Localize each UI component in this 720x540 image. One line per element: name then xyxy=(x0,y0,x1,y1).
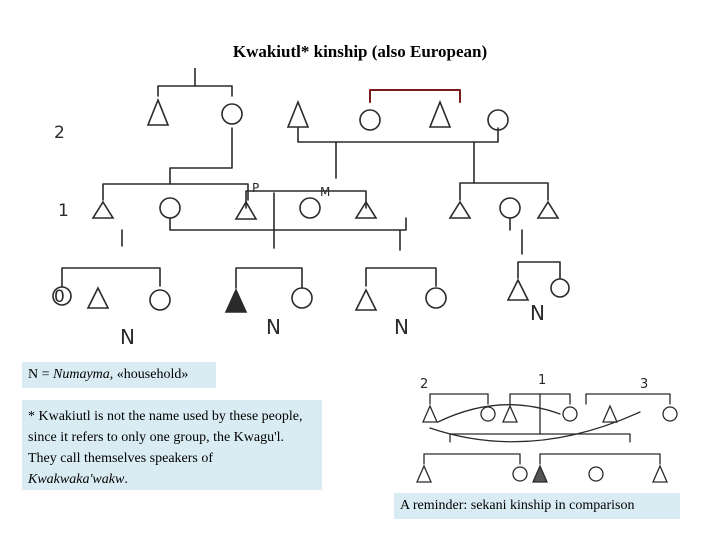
definition-box xyxy=(22,362,216,388)
caption-box: A reminder: sekani kinship in comparison xyxy=(394,493,680,519)
female-circle xyxy=(222,104,242,124)
female-circle xyxy=(488,110,508,130)
marriage-line-g2-left xyxy=(158,86,232,96)
female-circle xyxy=(500,198,520,218)
male-triangle xyxy=(288,102,308,127)
male-triangle xyxy=(423,406,437,422)
male-triangle xyxy=(148,100,168,125)
generation-label-1: 1 xyxy=(58,201,69,221)
generation-label-0: 0 xyxy=(54,287,65,307)
generation-label-1: 1 xyxy=(538,373,547,388)
footnote-term: Kwakwaka'wakw xyxy=(28,472,125,487)
household-marker: N xyxy=(120,325,135,349)
female-circle xyxy=(589,467,603,481)
male-triangle xyxy=(93,202,113,218)
generation-label-2: 2 xyxy=(420,377,429,392)
sibling-line-g1-right xyxy=(460,183,548,200)
sibling-line-g0-a xyxy=(62,268,160,286)
female-circle xyxy=(513,467,527,481)
household-marker: N xyxy=(530,301,545,325)
sekani-kinship-diagram xyxy=(410,372,690,492)
sibling-line-g1-left xyxy=(103,184,248,200)
ego-filled-triangle xyxy=(533,466,547,482)
male-triangle xyxy=(356,290,376,310)
female-circle xyxy=(551,279,569,297)
definition-prefix: N = xyxy=(28,367,54,382)
spouse-mark-father: P xyxy=(252,181,260,195)
household-marker: N xyxy=(394,315,409,339)
slide-title: Kwakiutl* kinship (also European) xyxy=(232,42,488,61)
footnote-box xyxy=(22,400,322,490)
male-triangle xyxy=(417,466,431,482)
female-circle xyxy=(563,407,577,421)
sibling-line-g0-d xyxy=(518,262,560,278)
female-circle xyxy=(360,110,380,130)
marriage-line xyxy=(586,394,670,404)
female-circle xyxy=(663,407,677,421)
footnote-end: . xyxy=(124,472,128,487)
spouse-mark-mother: M xyxy=(320,185,331,199)
kinship-diagram xyxy=(40,68,590,358)
generation-label-3: 3 xyxy=(640,377,649,392)
male-triangle xyxy=(503,406,517,422)
marriage-arc xyxy=(438,405,560,422)
female-circle xyxy=(300,198,320,218)
sibling-line xyxy=(540,454,660,464)
sibling-line xyxy=(424,454,520,464)
marriage-line-g2-mid xyxy=(298,128,498,142)
marriage-line-g2-right xyxy=(370,90,460,102)
male-triangle xyxy=(450,202,470,218)
sibling-line-g0-b xyxy=(236,268,302,288)
male-triangle xyxy=(508,280,528,300)
generation-label-2: 2 xyxy=(54,123,65,143)
definition-suffix: , «household» xyxy=(109,367,189,382)
male-triangle xyxy=(88,288,108,308)
footnote-text: * Kwakiutl is not the name used by these people, since it refers to only one group, the Kwagu'l. They call themselves speakers of xyxy=(28,409,303,466)
descent-line-g1-left xyxy=(170,128,232,184)
female-circle xyxy=(426,288,446,308)
marriage-line xyxy=(430,394,488,404)
male-triangle xyxy=(603,406,617,422)
female-circle xyxy=(481,407,495,421)
household-marker: N xyxy=(266,315,281,339)
male-triangle xyxy=(430,102,450,127)
sibling-line-g0-c xyxy=(366,268,436,286)
male-triangle xyxy=(653,466,667,482)
marriage-arc xyxy=(430,412,640,442)
female-circle xyxy=(150,290,170,310)
marriage-line-g1-mid xyxy=(170,218,406,230)
female-circle xyxy=(160,198,180,218)
ego-filled-triangle xyxy=(226,290,246,312)
female-circle xyxy=(292,288,312,308)
male-triangle xyxy=(538,202,558,218)
definition-term: Numayma xyxy=(53,367,110,382)
